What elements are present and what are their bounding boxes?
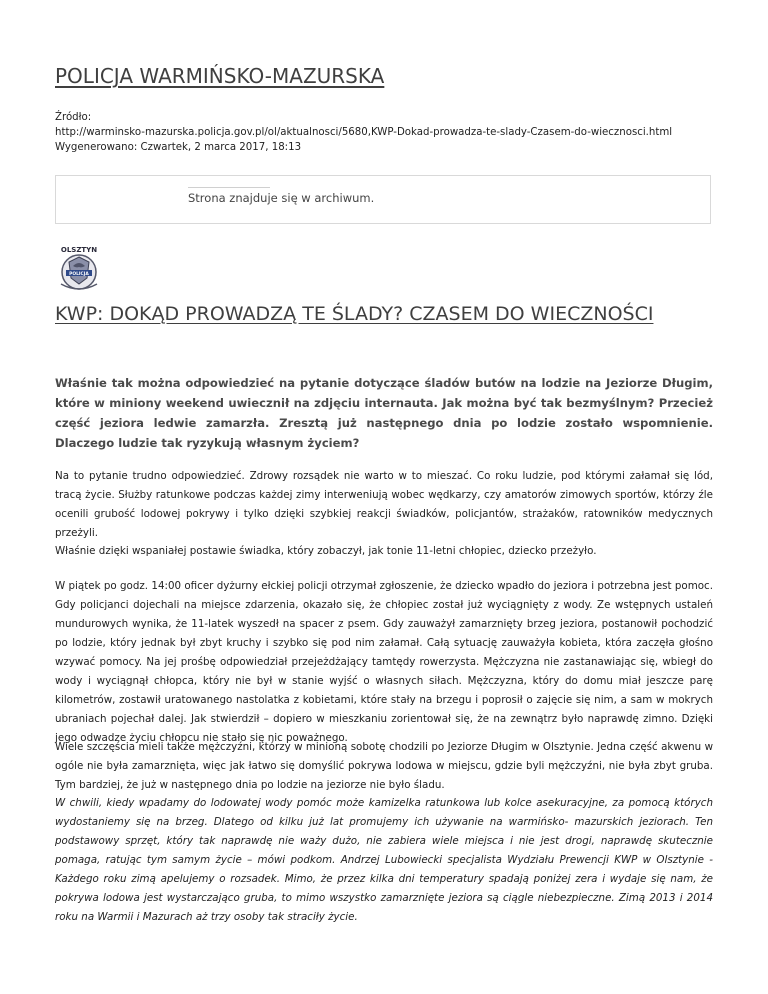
- generated-date: Wygenerowano: Czwartek, 2 marca 2017, 18:13: [55, 142, 302, 154]
- article-lead: Właśnie tak można odpowiedzieć na pytanie dotyczące śladów butów na lodzie na Jeziorze Długim, które w miniony weekend uwiecznił na zdjęciu internauta. Jak można być tak bezmyślnym? Przecież część jeziora ledwie zamarzła. Zresztą już następnego dnia po lodzie zostało wspomnienie. Dlaczego ludzie tak ryzykują własnym życiem?: [55, 376, 713, 450]
- archive-divider: [188, 187, 270, 188]
- source-label: Źródło:: [55, 112, 92, 123]
- article-paragraph: Właśnie dzięki wspaniałej postawie świadka, który zobaczył, jak tonie 11-letni chłopiec, dziecko przeżyło.: [55, 545, 597, 557]
- archive-text: Strona znajduje się w archiwum.: [188, 191, 375, 205]
- source-meta: [55, 110, 745, 156]
- article-paragraph: Na to pytanie trudno odpowiedzieć. Zdrowy rozsądek nie warto w to mieszać. Co roku ludzie, pod którymi załamał się lód, tracą życie. Służby ratunkowe podczas każdej zimy interweniują wobec wędkarzy, czy amatorów zimowych sportów, którzy źle ocenili grubość lodowej pokrywy i tylko dzięki szybkiej reakcji świadków, policjantów, strażaków, ratowników medycznych przeżyli.: [55, 470, 713, 539]
- article-paragraph: W piątek po godz. 14:00 oficer dyżurny ełckiej policji otrzymał zgłoszenie, że dziecko wpadło do jeziora i potrzebna jest pomoc. Gdy policjanci dojechali na miejsce zdarzenia, okazało się, że chłopiec został już wyciągnięty z wody. Ze wstępnych ustaleń mundurowych wynika, że 11-latek wyszedł na spacer z psem. Gdy zauważył zamarznięty brzeg jeziora, postanowił pochodzić po lodzie, który jednak był zbyt kruchy i szybko się pod nim załamał. Całą sytuację zauważyła kobieta, która zaczęła głośno wzywać pomocy. Na jej prośbę odpowiedział przejeżdżający tamtędy rowerzysta. Mężczyzna nie zastanawiając się, wbiegł do wody i wyciągnął chłopca, który nie był w stanie wyjść o własnych siłach. Mężczyzna, który do domu miał jeszcze parę kilometrów, zostawił uratowanego nastolatka z kobietami, które stały na brzegu i poprosił o zajęcie się nim, a sam w mokrych ubraniach pojechał dalej. Jak stwierdził – dopiero w mieszkaniu zorientował się, że na zewnątrz było naprawdę zimno. Dzięki jego odwadze życiu chłopcu nie stało się nic poważnego.: [55, 580, 713, 744]
- logo-city-text: OLSZTYN: [60, 246, 98, 254]
- article-quote-paragraph: W chwili, kiedy wpadamy do lodowatej wody pomóc może kamizelka ratunkowa lub kolce asekuracyjne, za pomocą których wydostaniemy się na brzeg. Dlatego od kilku już lat promujemy ich używanie na warmińsko- mazurskich jeziorach. Ten podstawowy sprzęt, który tak naprawdę nie waży dużo, nie zabiera wiele miejsca i nie jest drogi, naprawdę skutecznie pomaga, ratując tym samym życie – mówi podkom. Andrzej Lubowiecki specjalista Wydziału Prewencji KWP w Olsztynie - Każdego roku zimą apelujemy o rozsadek. Mimo, że przez kilka dni temperatury spadają poniżej zera i wydaje się nam, że pokrywa lodowa jest wystarczająco gruba, to mimo wszystko zamarznięte jeziora są ciągle niebezpieczne. Zimą 2013 i 2014 roku na Warmii i Mazurach aż trzy osoby tak straciły życie.: [55, 797, 713, 923]
- site-title[interactable]: POLICJA WARMIŃSKO-MAZURSKA: [55, 64, 385, 88]
- logo-badge-text: POLICJA: [69, 271, 89, 277]
- archive-notice: [55, 175, 711, 224]
- source-url[interactable]: http://warminsko-mazurska.policja.gov.pl/ol/aktualnosci/5680,KWP-Dokad-prowadza-te-slady-Czasem-do-wiecznosci.html: [55, 127, 673, 139]
- article-title[interactable]: KWP: DOKĄD PROWADZĄ TE ŚLADY? CZASEM DO WIECZNOŚCI: [55, 303, 654, 325]
- police-logo-icon: [55, 244, 103, 292]
- article-paragraph: Wiele szczęścia mieli także mężczyźni, którzy w minioną sobotę chodzili po Jeziorze Długim w Olsztynie. Jedna część akwenu w ogóle nie była zamarznięta, więc jak łatwo się domyślić pokrywa lodowa w miejscu, gdzie byli mężczyźni, nie była zbyt gruba. Tym bardziej, że już w następnego dnia po lodzie na jeziorze nie było śladu.: [55, 741, 713, 791]
